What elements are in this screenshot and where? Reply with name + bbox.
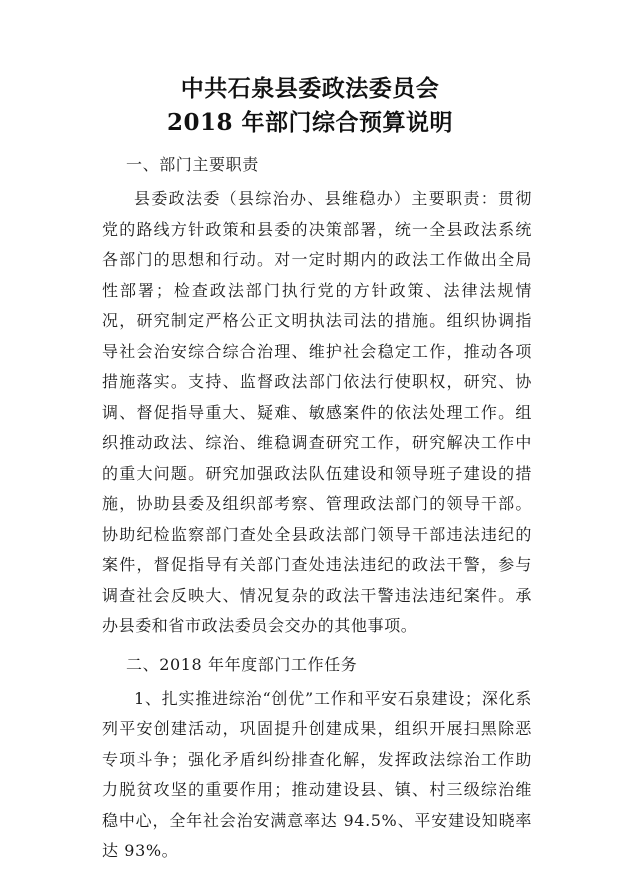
section-heading-tasks: 二、2018 年年度部门工作任务 bbox=[126, 654, 358, 674]
document-title bbox=[0, 72, 620, 140]
task-item-1: 1、扎实推进综治“创优”工作和平安石泉建设；深化系列平安创建活动，巩固提升创建成果，组织开展扫黑除恶专项斗争；强化矛盾纠纷排查化解，发挥政法综治工作助力脱贫攻坚的重要作用；推动建设县、镇、村三级综治维稳中心，全年社会治安满意率达 94.5%、平安建设知晓率达 93%。 bbox=[102, 688, 532, 860]
title-line-organization: 中共石泉县委政法委员会 bbox=[180, 75, 440, 102]
document-body bbox=[102, 150, 532, 875]
section-body-duties: 县委政法委（县综治办、县维稳办）主要职责：贯彻党的路线方针政策和县委的决策部署，统一全县政法系统各部门的思想和行动。对一定时期内的政法工作做出全局性部署；检查政法部门执行党的方针政策、法律法规情况，研究制定严格公正文明执法司法的措施。组织协调指导社会治安综合综合治理、维护社会稳定工作，推动各项措施落实。支持、监督政法部门依法行使职权，研究、协调、督促指导重大、疑难、敏感案件的依法处理工作。组织推动政法、综治、维稳调查研究工作，研究解决工作中的重大问题。研究加强政法队伍建设和领导班子建设的措施，协助县委及组织部考察、管理政法部门的领导干部。协助纪检监察部门查处全县政法部门领导干部违法违纪的案件，督促指导有关部门查处违法违纪的政法干警，参与调查社会反映大、情况复杂的政法干警违法违纪案件。承办县委和省市政法委员会交办的其他事项。 bbox=[102, 189, 532, 635]
section-heading-duties: 一、部门主要职责 bbox=[126, 155, 259, 174]
title-line-budget: 2018 年部门综合预算说明 bbox=[166, 109, 454, 136]
